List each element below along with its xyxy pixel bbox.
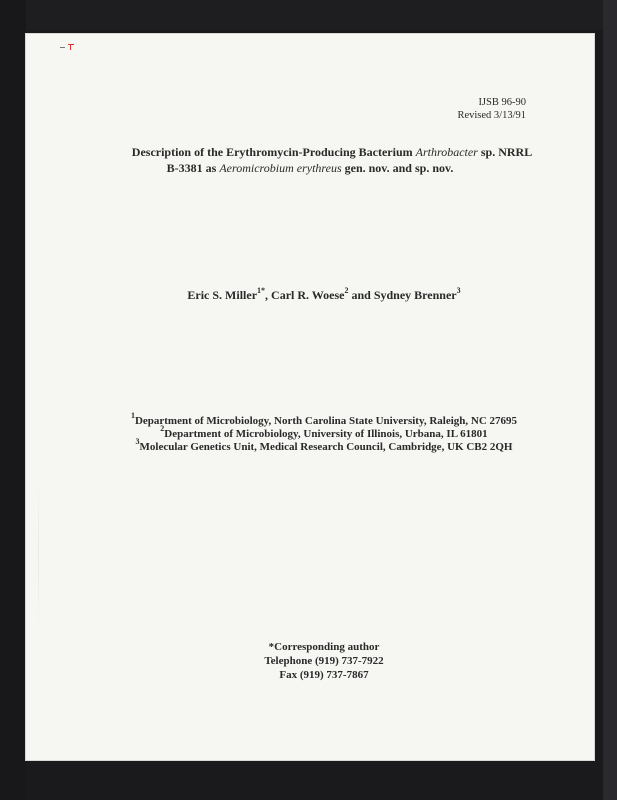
author-superscript: 2	[344, 286, 349, 295]
pencil-mark-icon	[60, 44, 74, 52]
scan-background-left	[0, 0, 26, 800]
author-superscript: 1*	[257, 286, 266, 295]
affiliation-item: $^2$Department of Microbiology, University of Illinois, Urbana, IL 61801	[160, 424, 488, 440]
margin-shadow	[38, 474, 39, 634]
scan-background-right	[603, 0, 617, 800]
affiliation-list	[26, 411, 594, 454]
fax-number: Fax (919) 737-7867	[279, 669, 369, 681]
document-page	[26, 34, 594, 760]
author-name: Carl R. Woese	[271, 288, 345, 302]
correspondence-block	[26, 640, 594, 682]
author-name: Sydney Brenner	[373, 288, 457, 302]
author-name: Eric S. Miller	[187, 288, 258, 302]
title-line-1: Description of the Erythromycin-Producing Bacterium Arthrobacter sp. NRRL	[131, 145, 533, 159]
title-line-2: B-3381 as Aeromicrobium erythreus gen. nov. and sp. nov.	[166, 161, 454, 175]
author-list: Eric S. Miller$^{1*}$, Carl R. Woese$^2$ and Sydney Brenner$^3$	[187, 286, 461, 302]
paper-title	[26, 144, 594, 176]
scan-background-top	[0, 0, 617, 30]
reference-code: IJSB 96-90	[478, 97, 526, 108]
author-superscript: 3	[456, 286, 461, 295]
reference-block	[457, 96, 526, 122]
telephone-number: Telephone (919) 737-7922	[264, 655, 384, 667]
corresponding-author-label: *Corresponding author	[268, 641, 380, 653]
affiliation-item: $^1$Department of Microbiology, North Carolina State University, Raleigh, NC 27695	[130, 411, 518, 427]
revision-date: Revised 3/13/91	[457, 110, 526, 121]
affiliation-item: $^3$Molecular Genetics Unit, Medical Research Council, Cambridge, UK CB2 2QH	[135, 437, 513, 453]
